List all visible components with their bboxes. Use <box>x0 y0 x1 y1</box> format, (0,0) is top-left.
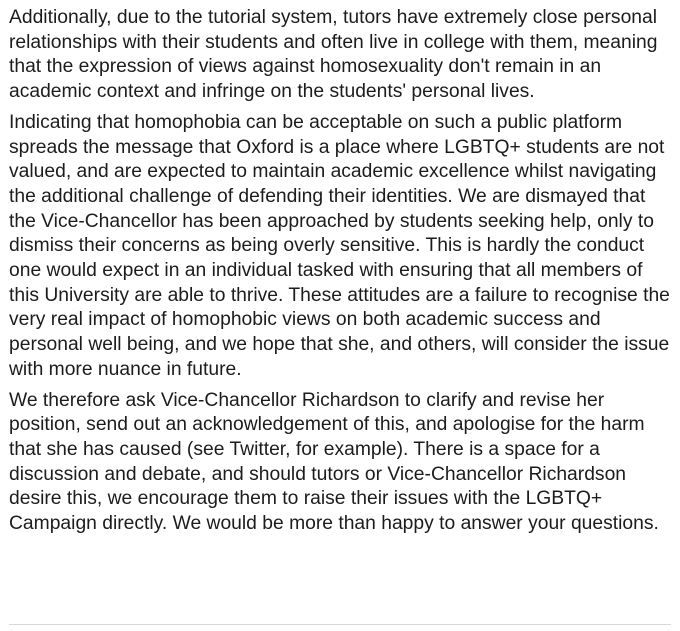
paragraph-request: We therefore ask Vice-Chancellor Richardson to clarify and revise her position, send out an acknowledgement of this, and apologise for the harm that she has caused (see Twitter, for example). There is a space for a discussion and debate, and should tutors or Vice-Chancellor Richardson desire this, we encourage them to raise their issues with the LGBTQ+ Campaign directly. We would be more than happy to answer your questions. <box>9 389 659 535</box>
bottom-divider <box>9 624 671 625</box>
paragraph-public-platform: Indicating that homophobia can be acceptable on such a public platform spreads the message that Oxford is a place where LGBTQ+ students are not valued, and are expected to maintain academic excellence whilst navigating the additional challenge of defending their identities. We are dismayed that the Vice-Chancellor has been approached by students seeking help, only to dismiss their concerns as being overly sensitive. This is hardly the conduct one would expect in an individual tasked with ensuring that all members of this University are able to thrive. These attitudes are a failure to recognise the very real impact of homophobic views on both academic success and personal well being, and we hope that she, and others, will consider the issue with more nuance in future. <box>9 111 670 380</box>
document-body <box>9 6 671 543</box>
paragraph-tutorial-system: Additionally, due to the tutorial system, tutors have extremely close personal relationships with their students and often live in college with them, meaning that the expression of views against homosexuality don't remain in an academic context and infringe on the students' personal lives. <box>9 7 658 103</box>
